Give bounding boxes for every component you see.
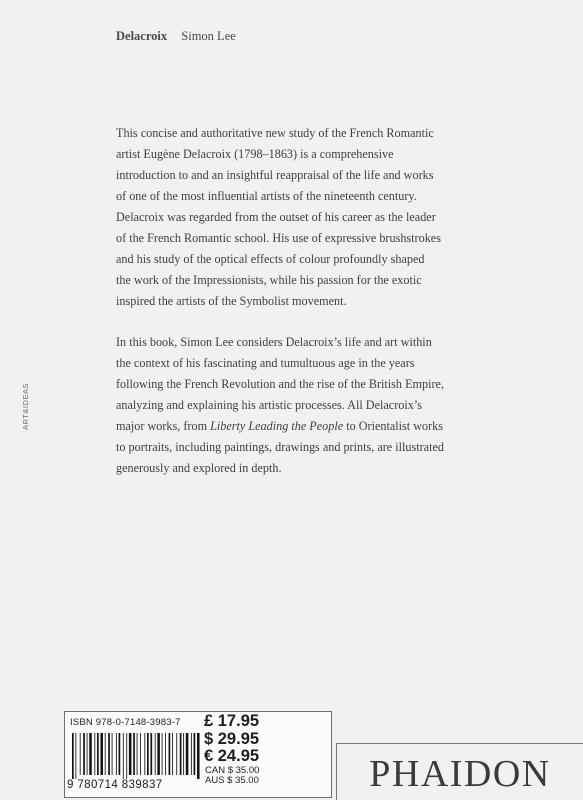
barcode-digits: 9 780714 839837 (67, 779, 163, 791)
barcode-bar (197, 733, 200, 779)
barcode-bar (133, 733, 135, 775)
price-eur: € 24.95 (204, 747, 260, 765)
barcode-bar (75, 733, 76, 779)
barcode-bar (105, 733, 106, 775)
book-author: Simon Lee (181, 29, 236, 43)
barcode-bar (89, 733, 92, 775)
blurb-line: analyzing and explaining his artistic processes. All Delacroix’s (116, 398, 422, 412)
blurb-line: the work of the Impressionists, while his passion for the exotic (116, 273, 422, 287)
barcode-bar (155, 733, 156, 775)
price-aud: AUS $ 35.00 (205, 775, 259, 786)
barcode-bar (157, 733, 160, 775)
blurb-line: and his study of the optical effects of colour profoundly shaped (116, 252, 425, 266)
book-header (116, 29, 236, 44)
blurb-line: generously and explored in depth. (116, 461, 282, 475)
barcode (71, 733, 201, 779)
blurb-line: major works, from Liberty Leading the People to Orientalist works (116, 419, 443, 433)
series-name: ART&IDEAS (21, 383, 30, 430)
barcode-bar (72, 733, 74, 779)
barcode-bar (94, 733, 95, 775)
barcode-bar (169, 733, 171, 775)
barcode-bar (108, 733, 110, 775)
blurb-line: the context of his fascinating and tumultuous age in the years (116, 356, 415, 370)
book-title: Delacroix (116, 29, 168, 43)
blurb-line: of one of the most influential artists of the nineteenth century. (116, 189, 417, 203)
barcode-bar (119, 733, 121, 775)
barcode-bar (97, 733, 99, 775)
barcode-bar (191, 733, 192, 775)
blurb-line: In this book, Simon Lee considers Delacroix’s life and art within (116, 335, 432, 349)
barcode-bar (83, 733, 85, 775)
publisher-logo-box (336, 743, 583, 800)
barcode-bar (80, 733, 81, 775)
barcode-bar (87, 733, 88, 775)
barcode-bar (172, 733, 173, 775)
barcode-bar (100, 733, 103, 775)
isbn-text: ISBN 978-0-7148-3983-7 (70, 717, 181, 728)
blurb-paragraph-1 (116, 123, 461, 312)
blurb-line: Delacroix was regarded from the outset of his career as the leader (116, 210, 436, 224)
price-label (64, 711, 332, 798)
barcode-bar (180, 733, 182, 775)
barcode-bar (144, 733, 145, 775)
barcode-bar (147, 733, 149, 775)
blurb-line: inspired the artists of the Symbolist movement. (116, 294, 347, 308)
blurb-paragraph-2 (116, 332, 461, 479)
barcode-bar (140, 733, 141, 775)
price-usd: $ 29.95 (204, 729, 260, 748)
price-list (204, 713, 259, 787)
barcode-bar (176, 733, 177, 775)
barcode-bar (186, 733, 189, 775)
barcode-bar (116, 733, 117, 775)
barcode-bar (137, 733, 138, 775)
price-gbp: £ 17.95 (204, 712, 260, 730)
blurb-line: of the French Romantic school. His use of expressive brushstrokes (116, 231, 441, 245)
barcode-bar (183, 733, 184, 775)
blurb-line: This concise and authoritative new study of the French Romantic (116, 126, 434, 140)
barcode-bar (165, 733, 166, 775)
barcode-bar (162, 733, 163, 775)
barcode-bar (194, 733, 196, 775)
blurb-line: to portraits, including paintings, drawings and prints, are illustrated (116, 440, 444, 454)
price-cad: CAN $ 35.00 (205, 764, 260, 776)
barcode-bar (150, 733, 152, 775)
barcode-bar (129, 733, 132, 775)
blurb-line: following the French Revolution and the rise of the British Empire, (116, 377, 444, 391)
barcode-bar (126, 733, 127, 779)
barcode-bar (112, 733, 113, 775)
blurb-line: introduction to and an insightful reappraisal of the life and works (116, 168, 434, 182)
barcode-bar (123, 733, 124, 779)
artwork-title: Liberty Leading the People (210, 419, 344, 433)
publisher-logo: PHAIDON (369, 753, 551, 795)
blurb-line: artist Eugène Delacroix (1798–1863) is a comprehensive (116, 147, 394, 161)
